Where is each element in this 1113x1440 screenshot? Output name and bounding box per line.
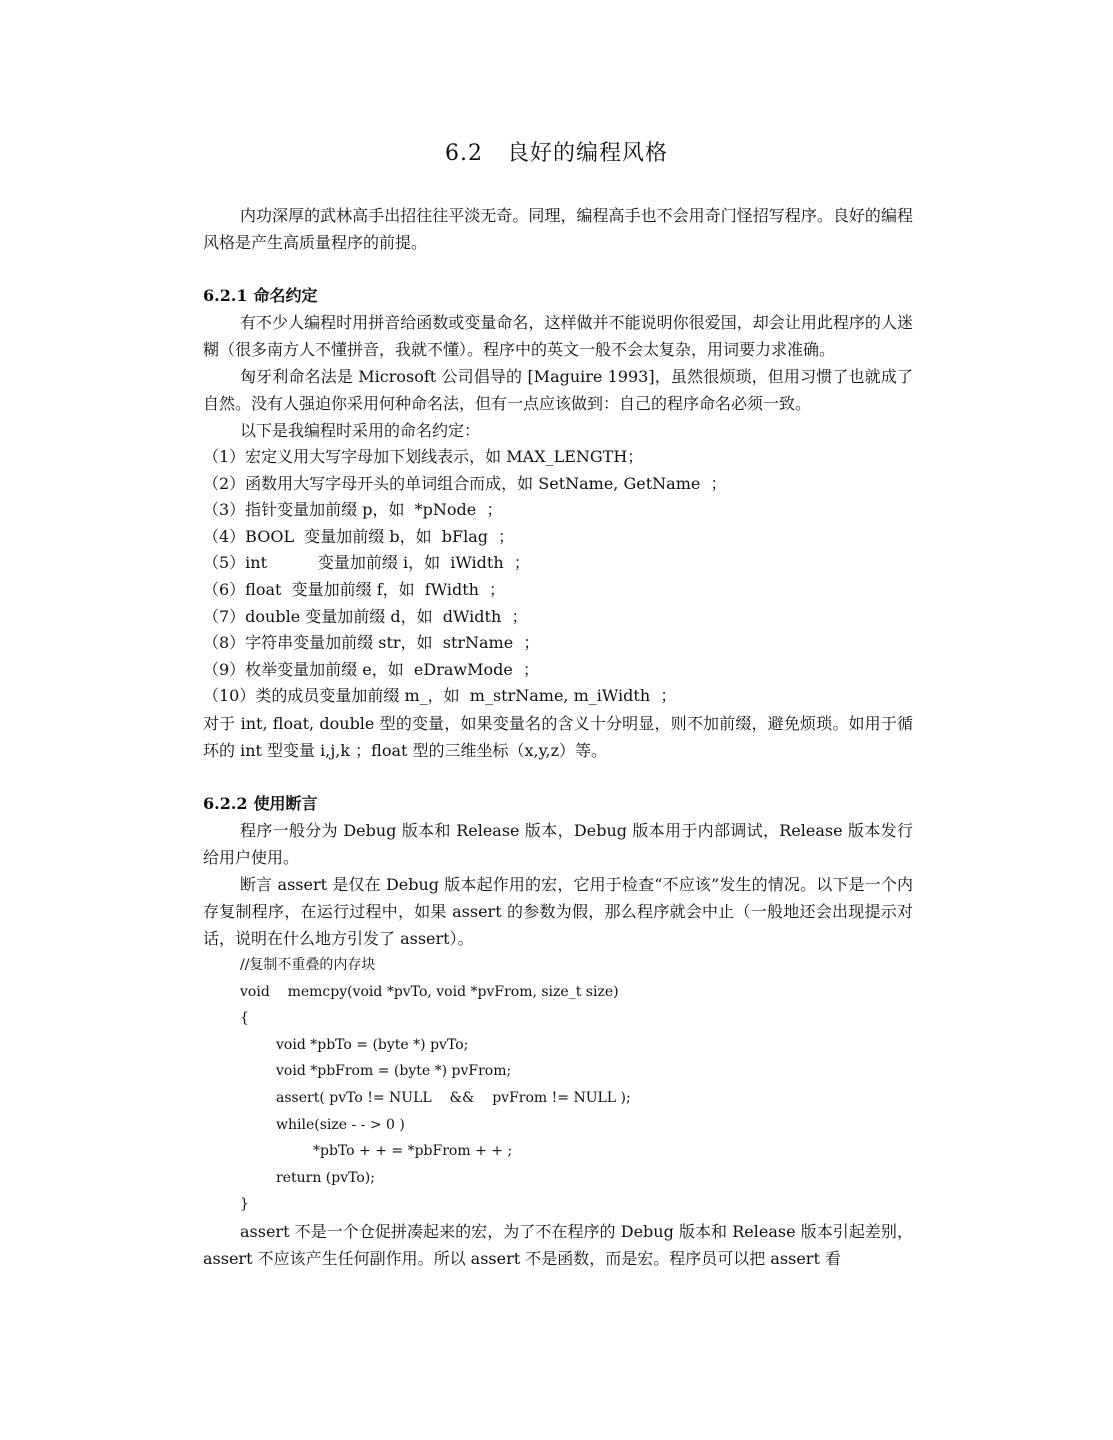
body-content: [203, 202, 913, 1272]
list-item: （2）函数用大写字母开头的单词组合而成，如 SetName, GetName ；: [203, 473, 727, 493]
subsection-number: 6.2.2: [203, 793, 248, 813]
subsection-number: 6.2.1: [203, 286, 248, 305]
section-number: 6.2: [444, 141, 483, 166]
code-line: void *pbFrom = (byte *) pvFrom;: [276, 1063, 512, 1080]
list-item: （6）float 变量加前缀 f，如 fWidth ；: [203, 579, 506, 599]
subsection-heading-622: [203, 790, 913, 817]
code-line: return (pvTo);: [276, 1169, 375, 1186]
list-item: （7）double 变量加前缀 d，如 dWidth ；: [203, 606, 528, 626]
section-title: [0, 136, 1113, 167]
paragraph-pinyin: 有不少人编程时用拼音给函数或变量命名，这样做并不能说明你很爱国，却会让用此程序的人迷糊（很多南方人不懂拼音，我就不懂）。程序中的英文一般不会太复杂，用词要力求准确。: [203, 313, 913, 359]
paragraph-hungarian: 匈牙利命名法是 Microsoft 公司倡导的 [Maguire 1993]，虽然很烦琐，但用习惯了也就成了自然。没有人强迫你采用何种命名法，但有一点应该做到：自己的程序命名必须一致。: [203, 367, 913, 413]
subsection-title: 使用断言: [253, 793, 318, 813]
paragraph-assert-macro: assert 不是一个仓促拼凑起来的宏，为了不在程序的 Debug 版本和 Release 版本引起差别，assert 不应该产生任何副作用。所以 assert 不是函数，而是宏。程序员可以把 assert 看: [203, 1221, 913, 1268]
spacer: [203, 256, 913, 282]
list-item: （1）宏定义用大写字母加下划线表示，如 MAX_LENGTH；: [203, 447, 644, 466]
code-line: *pbTo + + = *pbFrom + + ;: [313, 1143, 513, 1160]
list-item: （8）字符串变量加前缀 str，如 strName ；: [203, 633, 540, 653]
list-item: （3）指针变量加前缀 p，如 *pNode ；: [203, 500, 503, 520]
list-item: （5）int 变量加前缀 i，如 iWidth ；: [203, 553, 530, 573]
subsection-heading-621: [203, 282, 913, 309]
code-line: {: [240, 1010, 249, 1027]
intro-paragraph: 内功深厚的武林高手出招往往平淡无奇。同理，编程高手也不会用奇门怪招写程序。良好的编程风格是产生高质量程序的前提。: [203, 206, 913, 252]
code-line: }: [240, 1196, 249, 1213]
code-line: void memcpy(void *pvTo, void *pvFrom, size_t size): [240, 983, 619, 1000]
naming-list: [203, 444, 913, 710]
code-line: //复制不重叠的内存块: [240, 956, 376, 973]
code-line: void *pbTo = (byte *) pvTo;: [276, 1036, 469, 1053]
paragraph-conventions-intro: 以下是我编程时采用的命名约定：: [240, 421, 481, 440]
code-block: [203, 952, 913, 1218]
list-item: （9）枚举变量加前缀 e，如 eDrawMode ；: [203, 659, 539, 679]
list-item: （4）BOOL 变量加前缀 b，如 bFlag ；: [203, 526, 515, 546]
code-line: assert( pvTo != NULL && pvFrom != NULL );: [276, 1089, 631, 1106]
list-item: （10）类的成员变量加前缀 m_，如 m_strName, m_iWidth ；: [203, 686, 677, 706]
spacer: [203, 764, 913, 790]
paragraph-assert-intro: 断言 assert 是仅在 Debug 版本起作用的宏，它用于检查“不应该”发生的情况。以下是一个内存复制程序，在运行过程中，如果 assert 的参数为假，那么程序就会中止（一般地还会出现提示对话，说明在什么地方引发了 assert）。: [203, 874, 913, 948]
subsection-title: 命名约定: [253, 286, 318, 305]
paragraph-debug-release: 程序一般分为 Debug 版本和 Release 版本，Debug 版本用于内部调试，Release 版本发行给用户使用。: [203, 820, 913, 867]
section-title-text: 良好的编程风格: [506, 141, 668, 166]
code-line: while(size - - > 0 ): [276, 1116, 405, 1133]
paragraph-no-prefix: 对于 int, float, double 型的变量，如果变量名的含义十分明显，则不加前缀，避免烦琐。如用于循环的 int 型变量 i,j,k ；float 型的三维坐标（x,y,z）等。: [203, 713, 913, 760]
